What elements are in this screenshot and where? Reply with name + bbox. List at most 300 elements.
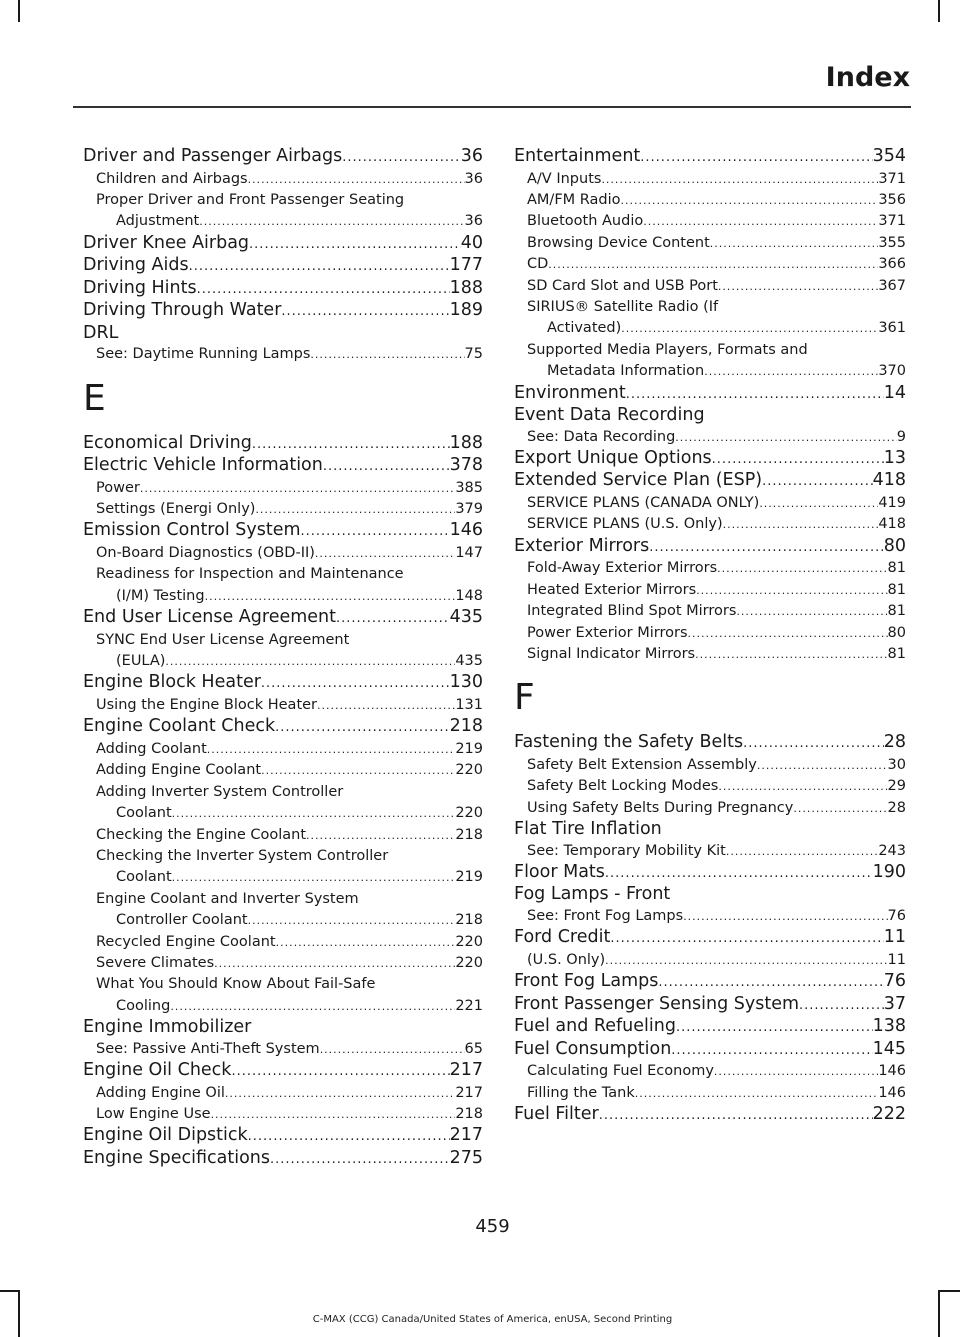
index-subentry[interactable]: [83, 211, 483, 232]
index-entry[interactable]: [83, 146, 483, 169]
entry-text: Exterior Mirrors: [514, 535, 650, 556]
entry-text: SD Card Slot and USB Port: [527, 277, 718, 294]
dot-leader: [718, 776, 887, 797]
entry-page-number: 81: [887, 560, 906, 577]
entry-page-number: 138: [872, 1016, 906, 1037]
dot-leader: [640, 147, 872, 169]
entry-text: AM/FM Radio: [527, 191, 621, 208]
index-subentry[interactable]: [83, 344, 483, 365]
dot-leader: [342, 147, 461, 169]
dot-leader: [275, 717, 449, 739]
entry-text: Checking the Engine Coolant: [96, 826, 307, 843]
dot-leader: [621, 190, 879, 211]
dot-leader: [140, 478, 455, 499]
entry-text: Emission Control System: [83, 520, 301, 541]
index-entry[interactable]: [83, 278, 483, 301]
index-entry[interactable]: [514, 1016, 906, 1039]
entry-page-number: 371: [878, 170, 906, 187]
index-entry[interactable]: [83, 455, 483, 478]
index-subentry[interactable]: [83, 825, 483, 846]
dot-leader: [599, 1105, 873, 1127]
dot-leader: [635, 1083, 879, 1104]
index-subentry-label: Checking the Inverter System Controller: [96, 847, 389, 864]
entry-page-number: 188: [449, 432, 483, 453]
dot-leader: [281, 301, 449, 323]
entry-text: Coolant: [116, 869, 172, 886]
entry-page-number: 275: [449, 1147, 483, 1168]
index-subentry[interactable]: [83, 478, 483, 499]
entry-page-number: 371: [878, 213, 906, 230]
dot-leader: [718, 276, 878, 297]
entry-text: Engine Block Heater: [83, 672, 261, 693]
dot-leader: [723, 514, 879, 535]
entry-page-number: 220: [455, 954, 483, 971]
index-entry[interactable]: [83, 433, 483, 456]
index-subentry[interactable]: [83, 1104, 483, 1125]
index-entry[interactable]: [514, 927, 906, 950]
dot-leader: [743, 733, 884, 755]
entry-page-number: 131: [455, 696, 483, 713]
dot-leader: [688, 623, 888, 644]
index-subentry-label: SYNC End User License Agreement: [96, 631, 350, 648]
entry-page-number: 435: [455, 653, 483, 670]
index-subentry[interactable]: [514, 755, 906, 776]
entry-text: Front Passenger Sensing System: [514, 993, 800, 1014]
entry-page-number: 80: [887, 624, 906, 641]
index-subentry[interactable]: [514, 580, 906, 601]
dot-leader: [211, 1104, 456, 1125]
dot-leader: [255, 499, 455, 520]
entry-text: (I/M) Testing: [116, 587, 205, 604]
index-subentry[interactable]: [514, 493, 906, 514]
entry-text: CD: [527, 256, 549, 273]
dot-leader: [696, 580, 887, 601]
crop-mark-bottom-right-h: [940, 1290, 960, 1292]
entry-text: Fuel Filter: [514, 1104, 599, 1125]
entry-text: Metadata Information: [547, 363, 705, 380]
index-subentry[interactable]: [514, 233, 906, 254]
entry-text: Safety Belt Extension Assembly: [527, 756, 757, 773]
entry-text: Severe Climates: [96, 954, 215, 971]
entry-text: Calculating Fuel Economy: [527, 1063, 714, 1080]
dot-leader: [726, 841, 878, 862]
entry-text: Coolant: [116, 805, 172, 822]
entry-page-number: 189: [449, 300, 483, 321]
index-heading: Flat Tire Inflation: [514, 819, 662, 840]
header-divider: [73, 106, 911, 108]
index-subentry[interactable]: [514, 254, 906, 275]
index-entry[interactable]: [514, 146, 906, 169]
entry-text: Ford Credit: [514, 927, 611, 948]
entry-text: Settings (Energi Only): [96, 501, 256, 518]
entry-text: Driving Through Water: [83, 300, 282, 321]
dot-leader: [320, 1039, 465, 1060]
index-entry[interactable]: [83, 716, 483, 739]
index-subentry[interactable]: [83, 651, 483, 672]
index-subentry[interactable]: [83, 543, 483, 564]
entry-text: Safety Belt Locking Modes: [527, 778, 719, 795]
index-entry[interactable]: [514, 994, 906, 1017]
index-subentry[interactable]: [514, 514, 906, 535]
entry-text: Engine Oil Dipstick: [83, 1125, 248, 1146]
index-subentry-label: What You Should Know About Fail-Safe: [96, 976, 376, 993]
entry-text: See: Daytime Running Lamps: [96, 346, 311, 363]
index-subentry[interactable]: [83, 1039, 483, 1060]
entry-page-number: 75: [464, 346, 483, 363]
entry-page-number: 367: [878, 277, 906, 294]
dot-leader: [626, 384, 884, 406]
index-entry[interactable]: [514, 536, 906, 559]
index-entry[interactable]: [514, 448, 906, 471]
index-subentry[interactable]: [83, 499, 483, 520]
dot-leader: [621, 318, 878, 339]
dot-leader: [714, 1061, 878, 1082]
index-entry[interactable]: [514, 470, 906, 493]
entry-page-number: 218: [455, 826, 483, 843]
entry-page-number: 148: [455, 587, 483, 604]
entry-text: Fold-Away Exterior Mirrors: [527, 560, 718, 577]
entry-text: Adjustment: [116, 213, 200, 230]
entry-text: Floor Mats: [514, 861, 605, 882]
index-entry[interactable]: [514, 971, 906, 994]
entry-page-number: 220: [455, 805, 483, 822]
crop-mark-top-right: [938, 0, 940, 22]
entry-text: See: Passive Anti-Theft System: [96, 1040, 320, 1057]
index-heading: Engine Immobilizer: [83, 1017, 252, 1038]
entry-page-number: 355: [878, 234, 906, 251]
entry-text: Front Fog Lamps: [514, 971, 659, 992]
entry-page-number: 366: [878, 256, 906, 273]
dot-leader: [170, 996, 455, 1017]
index-entry[interactable]: [83, 672, 483, 695]
dot-leader: [172, 803, 456, 824]
index-entry[interactable]: [514, 1039, 906, 1062]
index-subentry[interactable]: [514, 623, 906, 644]
entry-page-number: 81: [887, 581, 906, 598]
index-subentry[interactable]: [83, 169, 483, 190]
dot-leader: [757, 755, 888, 776]
dot-leader: [306, 825, 455, 846]
dot-leader: [671, 1040, 872, 1062]
index-entry[interactable]: [83, 300, 483, 323]
entry-text: Cooling: [116, 997, 171, 1014]
entry-page-number: 418: [878, 516, 906, 533]
index-heading: Event Data Recording: [514, 405, 705, 426]
dot-leader: [199, 211, 464, 232]
entry-page-number: 11: [883, 927, 906, 948]
index-subentry[interactable]: [514, 1061, 906, 1082]
entry-page-number: 217: [449, 1060, 483, 1081]
dot-leader: [736, 601, 887, 622]
dot-leader: [165, 651, 455, 672]
index-subentry[interactable]: [514, 169, 906, 190]
dot-leader: [649, 537, 883, 559]
index-subentry[interactable]: [514, 427, 906, 448]
index-subentry-label: Supported Media Players, Formats and: [527, 341, 808, 358]
entry-text: Adding Engine Oil: [96, 1084, 225, 1101]
entry-page-number: 222: [872, 1104, 906, 1125]
index-heading: Fog Lamps - Front: [514, 884, 671, 905]
dot-leader: [189, 256, 450, 278]
entry-text: Low Engine Use: [96, 1105, 211, 1122]
entry-text: End User License Agreement: [83, 607, 336, 628]
dot-leader: [323, 456, 450, 478]
index-entry[interactable]: [514, 1104, 906, 1127]
entry-page-number: 147: [455, 544, 483, 561]
entry-text: Signal Indicator Mirrors: [527, 645, 696, 662]
entry-text: Power Exterior Mirrors: [527, 624, 688, 641]
index-column-left: [83, 146, 483, 1170]
index-entry[interactable]: [514, 862, 906, 885]
entry-text: Adding Engine Coolant: [96, 762, 262, 779]
index-subentry-label: Readiness for Inspection and Maintenance: [96, 566, 404, 583]
entry-page-number: 9: [896, 428, 906, 445]
index-entry[interactable]: [83, 255, 483, 278]
entry-page-number: 220: [455, 762, 483, 779]
dot-leader: [248, 1126, 450, 1148]
entry-text: Filling the Tank: [527, 1084, 635, 1101]
index-subentry[interactable]: [514, 950, 906, 971]
page-number: 459: [475, 1216, 510, 1237]
entry-page-number: 354: [872, 146, 906, 166]
dot-leader: [605, 863, 873, 885]
entry-text: Economical Driving: [83, 432, 252, 453]
entry-page-number: 418: [872, 470, 906, 491]
dot-leader: [317, 695, 455, 716]
entry-page-number: 81: [887, 645, 906, 662]
entry-page-number: 379: [455, 501, 483, 518]
index-subentry[interactable]: [83, 867, 483, 888]
dot-leader: [261, 673, 450, 695]
entry-text: Adding Coolant: [96, 740, 207, 757]
index-subentry[interactable]: [514, 601, 906, 622]
dot-leader: [248, 910, 456, 931]
entry-page-number: 188: [449, 277, 483, 298]
dot-leader: [799, 995, 884, 1017]
entry-page-number: 13: [883, 447, 906, 468]
entry-page-number: 219: [455, 740, 483, 757]
dot-leader: [214, 953, 455, 974]
publication-footer: C-MAX (CCG) Canada/United States of America, enUSA, Second Printing: [312, 1314, 673, 1325]
index-entry[interactable]: [83, 233, 483, 256]
entry-page-number: 435: [449, 607, 483, 628]
entry-page-number: 145: [872, 1038, 906, 1059]
entry-page-number: 356: [878, 191, 906, 208]
dot-leader: [605, 950, 887, 971]
section-letter: E: [83, 377, 106, 419]
entry-text: Engine Specifications: [83, 1147, 271, 1168]
entry-page-number: 130: [449, 672, 483, 693]
entry-text: Bluetooth Audio: [527, 213, 644, 230]
index-subentry[interactable]: [83, 760, 483, 781]
index-heading: DRL: [83, 322, 119, 343]
entry-page-number: 14: [883, 382, 906, 403]
index-subentry[interactable]: [514, 1083, 906, 1104]
entry-text: On-Board Diagnostics (OBD-II): [96, 544, 315, 561]
dot-leader: [336, 608, 450, 630]
entry-text: See: Data Recording: [527, 428, 676, 445]
index-subentry[interactable]: [514, 798, 906, 819]
entry-page-number: 146: [878, 1063, 906, 1080]
entry-text: Controller Coolant: [116, 912, 248, 929]
entry-page-number: 190: [872, 861, 906, 882]
entry-page-number: 218: [455, 912, 483, 929]
entry-text: Using the Engine Block Heater: [96, 696, 318, 713]
entry-page-number: 217: [455, 1084, 483, 1101]
index-subentry[interactable]: [514, 318, 906, 339]
entry-text: Driver and Passenger Airbags: [83, 146, 343, 166]
dot-leader: [270, 1149, 450, 1171]
page-title: Index: [825, 62, 910, 93]
index-subentry[interactable]: [514, 776, 906, 797]
index-subentry[interactable]: [514, 558, 906, 579]
dot-leader: [276, 932, 456, 953]
entry-page-number: 81: [887, 603, 906, 620]
entry-page-number: 217: [449, 1125, 483, 1146]
dot-leader: [610, 928, 883, 950]
index-subentry[interactable]: [83, 1083, 483, 1104]
entry-page-number: 378: [449, 455, 483, 476]
entry-text: See: Temporary Mobility Kit: [527, 842, 726, 859]
dot-leader: [315, 543, 455, 564]
crop-mark-top-left: [18, 0, 20, 22]
index-subentry[interactable]: [514, 361, 906, 382]
index-entry[interactable]: [83, 1148, 483, 1171]
section-letter: F: [514, 677, 535, 719]
entry-page-number: 36: [460, 146, 483, 166]
entry-text: Using Safety Belts During Pregnancy: [527, 799, 794, 816]
dot-leader: [759, 493, 878, 514]
index-subentry[interactable]: [83, 996, 483, 1017]
entry-text: A/V Inputs: [527, 170, 602, 187]
dot-leader: [252, 434, 450, 456]
entry-page-number: 361: [878, 320, 906, 337]
entry-page-number: 177: [449, 255, 483, 276]
entry-text: Extended Service Plan (ESP): [514, 470, 763, 491]
index-subentry[interactable]: [514, 906, 906, 927]
dot-leader: [205, 586, 456, 607]
dot-leader: [717, 558, 887, 579]
entry-page-number: 36: [464, 170, 483, 187]
dot-leader: [601, 169, 878, 190]
dot-leader: [301, 521, 450, 543]
entry-page-number: 30: [887, 756, 906, 773]
dot-leader: [248, 169, 465, 190]
index-subentry[interactable]: [514, 644, 906, 665]
entry-text: Fuel Consumption: [514, 1038, 672, 1059]
entry-text: Driving Hints: [83, 277, 197, 298]
entry-page-number: 385: [455, 479, 483, 496]
index-subentry[interactable]: [83, 953, 483, 974]
index-subentry[interactable]: [83, 586, 483, 607]
entry-page-number: 11: [887, 951, 906, 968]
index-entry[interactable]: [83, 1125, 483, 1148]
index-entry[interactable]: [514, 383, 906, 406]
dot-leader: [683, 906, 887, 927]
crop-mark-bottom-left-h: [0, 1290, 18, 1292]
entry-text: Fastening the Safety Belts: [514, 732, 744, 753]
index-subentry[interactable]: [83, 910, 483, 931]
index-entry[interactable]: [83, 520, 483, 543]
dot-leader: [712, 449, 884, 471]
entry-text: Engine Coolant Check: [83, 716, 276, 737]
dot-leader: [231, 1061, 449, 1083]
dot-leader: [675, 427, 896, 448]
index-entry[interactable]: [514, 732, 906, 755]
index-column-right: [514, 146, 906, 1127]
entry-text: Integrated Blind Spot Mirrors: [527, 603, 737, 620]
index-subentry[interactable]: [514, 841, 906, 862]
entry-page-number: 40: [460, 232, 483, 253]
dot-leader: [249, 234, 461, 256]
entry-page-number: 37: [883, 993, 906, 1014]
entry-page-number: 65: [464, 1040, 483, 1057]
entry-text: SERVICE PLANS (U.S. Only): [527, 516, 723, 533]
entry-page-number: 28: [883, 732, 906, 753]
dot-leader: [676, 1017, 873, 1039]
entry-text: See: Front Fog Lamps: [527, 907, 684, 924]
index-subentry-label: SIRIUS® Satellite Radio (If: [527, 298, 719, 315]
index-subentry[interactable]: [83, 739, 483, 760]
entry-page-number: 218: [455, 1105, 483, 1122]
entry-text: (EULA): [116, 653, 166, 670]
entry-page-number: 76: [887, 907, 906, 924]
dot-leader: [261, 760, 455, 781]
index-subentry-label: Adding Inverter System Controller: [96, 783, 344, 800]
index-subentry-label: Proper Driver and Front Passenger Seating: [96, 191, 405, 208]
index-subentry[interactable]: [514, 190, 906, 211]
entry-page-number: 219: [455, 869, 483, 886]
index-subentry[interactable]: [514, 276, 906, 297]
entry-text: Heated Exterior Mirrors: [527, 581, 697, 598]
dot-leader: [710, 233, 879, 254]
entry-page-number: 419: [878, 494, 906, 511]
entry-text: Activated): [547, 320, 622, 337]
index-subentry[interactable]: [83, 803, 483, 824]
index-entry[interactable]: [83, 607, 483, 630]
entry-page-number: 146: [449, 520, 483, 541]
entry-text: Environment: [514, 382, 626, 403]
index-subentry-label: Engine Coolant and Inverter System: [96, 890, 359, 907]
entry-page-number: 28: [887, 799, 906, 816]
dot-leader: [658, 972, 883, 994]
entry-text: Export Unique Options: [514, 447, 712, 468]
entry-text: Driving Aids: [83, 255, 189, 276]
index-subentry[interactable]: [83, 932, 483, 953]
entry-page-number: 221: [455, 997, 483, 1014]
dot-leader: [762, 471, 873, 493]
entry-text: Browsing Device Content: [527, 234, 710, 251]
dot-leader: [695, 644, 887, 665]
entry-page-number: 220: [455, 933, 483, 950]
index-subentry[interactable]: [514, 211, 906, 232]
index-entry[interactable]: [83, 1060, 483, 1083]
dot-leader: [793, 798, 887, 819]
index-subentry[interactable]: [83, 695, 483, 716]
entry-text: Fuel and Refueling: [514, 1016, 676, 1037]
entry-page-number: 80: [883, 535, 906, 556]
entry-page-number: 29: [887, 778, 906, 795]
entry-text: Recycled Engine Coolant: [96, 933, 276, 950]
entry-text: Driver Knee Airbag: [83, 232, 250, 253]
entry-page-number: 218: [449, 716, 483, 737]
dot-leader: [207, 739, 456, 760]
entry-text: SERVICE PLANS (CANADA ONLY): [527, 494, 760, 511]
dot-leader: [643, 211, 878, 232]
entry-page-number: 36: [464, 213, 483, 230]
dot-leader: [172, 867, 456, 888]
entry-text: Electric Vehicle Information: [83, 455, 323, 476]
